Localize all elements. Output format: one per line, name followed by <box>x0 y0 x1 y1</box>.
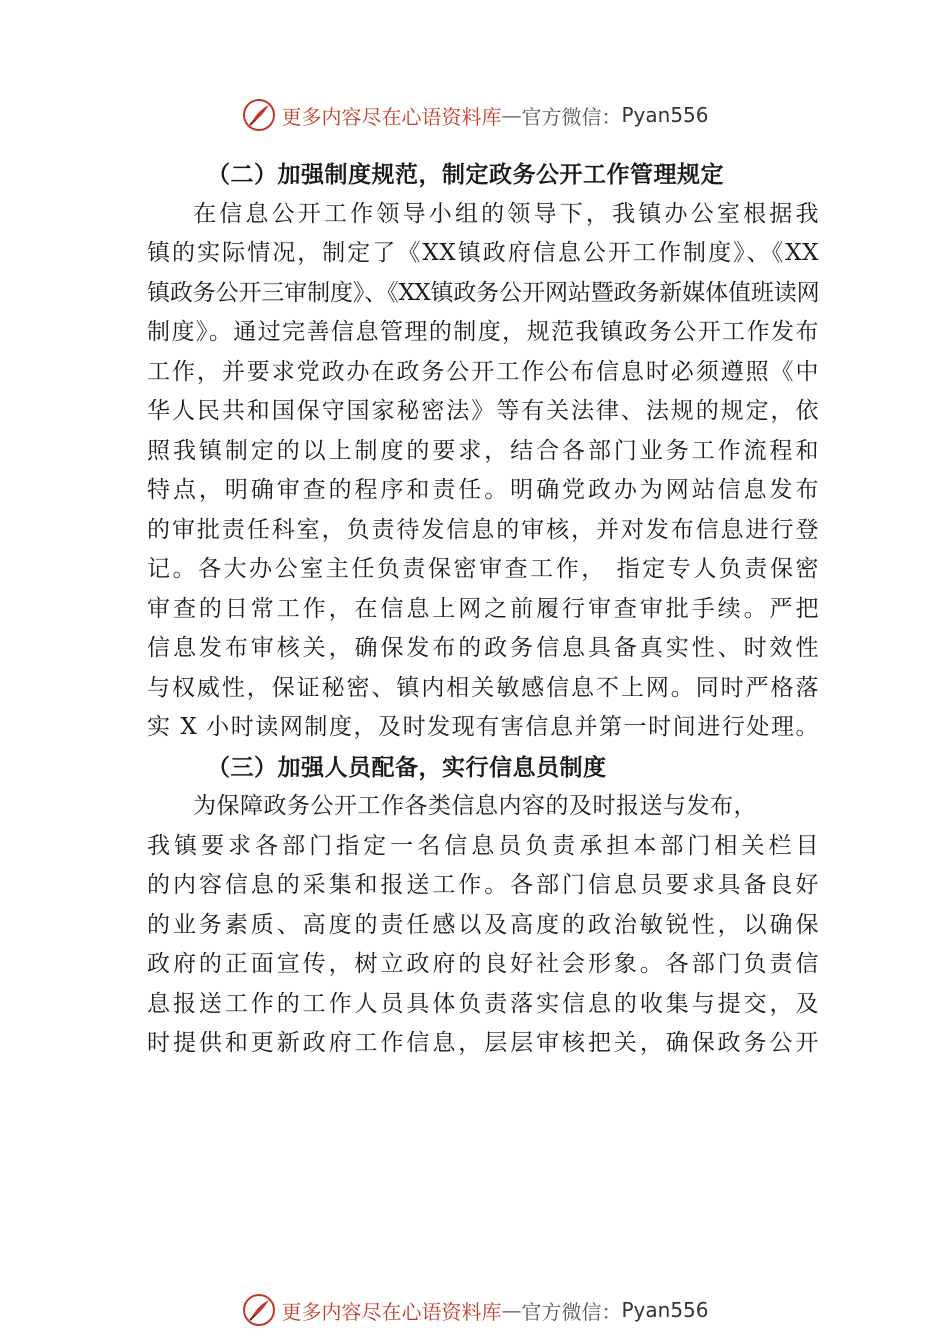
paragraph-line: 照我镇制定的以上制度的要求，结合各部门业务工作流程和 <box>147 437 819 464</box>
paragraph-line: 为保障政务公开工作各类信息内容的及时报送与发布， <box>193 793 757 819</box>
paragraph-line: 息报送工作的工作人员具体负责落实信息的收集与提交，及 <box>147 990 819 1017</box>
paragraph-line: 我镇要求各部门指定一名信息员负责承担本部门相关栏目 <box>147 832 819 859</box>
paragraph-line: 在信息公开工作领导小组的领导下，我镇办公室根据我 <box>193 200 819 227</box>
watermark-separator: — <box>501 1298 522 1322</box>
watermark-separator: — <box>501 103 522 127</box>
section-heading-3: （三）加强人员配备，实行信息员制度 <box>207 753 607 781</box>
paragraph-line: 镇的实际情况，制定了《XX镇政府信息公开工作制度》、《XX <box>147 240 819 266</box>
watermark-wechat-label: 官方微信： <box>521 1299 622 1324</box>
paragraph-line: 审查的日常工作，在信息上网之前履行审查审批手续。严把 <box>147 595 819 622</box>
paragraph-2 <box>147 787 819 1064</box>
document-body <box>147 155 819 1064</box>
quill-logo-icon <box>241 97 277 133</box>
paragraph-1 <box>147 195 819 748</box>
paragraph-line: 记。各大办公室主任负责保密审查工作， 指定专人负责保密 <box>147 556 819 582</box>
watermark-brand: 更多内容尽在心语资料库 <box>281 1299 502 1324</box>
paragraph-line: 时提供和更新政府工作信息，层层审核把关，确保政务公开 <box>147 1030 819 1056</box>
paragraph-line: 政府的正面宣传，树立政府的良好社会形象。各部门负责信 <box>147 951 819 977</box>
watermark-footer <box>0 1290 950 1330</box>
watermark-header <box>0 95 950 135</box>
section-heading-2: （二）加强制度规范，制定政务公开工作管理规定 <box>207 161 724 188</box>
paragraph-line: 的审批责任科室，负责待发信息的审核，并对发布信息进行登 <box>147 516 819 543</box>
paragraph-line: 的内容信息的采集和报送工作。各部门信息员要求具备良好 <box>147 872 819 898</box>
paragraph-line: 特点，明确审查的程序和责任。明确党政办为网站信息发布 <box>147 477 819 503</box>
watermark-wechat-label: 官方微信： <box>521 104 622 129</box>
paragraph-line: 实 X 小时读网制度，及时发现有害信息并第一时间进行处理。 <box>147 714 819 740</box>
paragraph-line: 华人民共和国保守国家秘密法》等有关法律、法规的规定，依 <box>147 398 819 424</box>
quill-logo-icon <box>241 1292 277 1328</box>
paragraph-line: 与权威性，保证秘密、镇内相关敏感信息不上网。同时严格落 <box>147 674 819 701</box>
paragraph-line: 的业务素质、高度的责任感以及高度的政治敏锐性，以确保 <box>147 911 819 938</box>
paragraph-line: 制度》。通过完善信息管理的制度，规范我镇政务公开工作发布 <box>147 319 819 345</box>
watermark-brand: 更多内容尽在心语资料库 <box>281 104 502 129</box>
watermark-wechat-id: Pyan556 <box>621 103 709 127</box>
watermark-wechat-id: Pyan556 <box>621 1298 709 1322</box>
paragraph-line: 工作，并要求党政办在政务公开工作公布信息时必须遵照《中 <box>147 358 819 385</box>
paragraph-line: 信息发布审核关，确保发布的政务信息具备真实性、时效性 <box>147 635 819 661</box>
paragraph-line: 镇政务公开三审制度》、《XX镇政务公开网站暨政务新媒体值班读网 <box>147 279 819 306</box>
